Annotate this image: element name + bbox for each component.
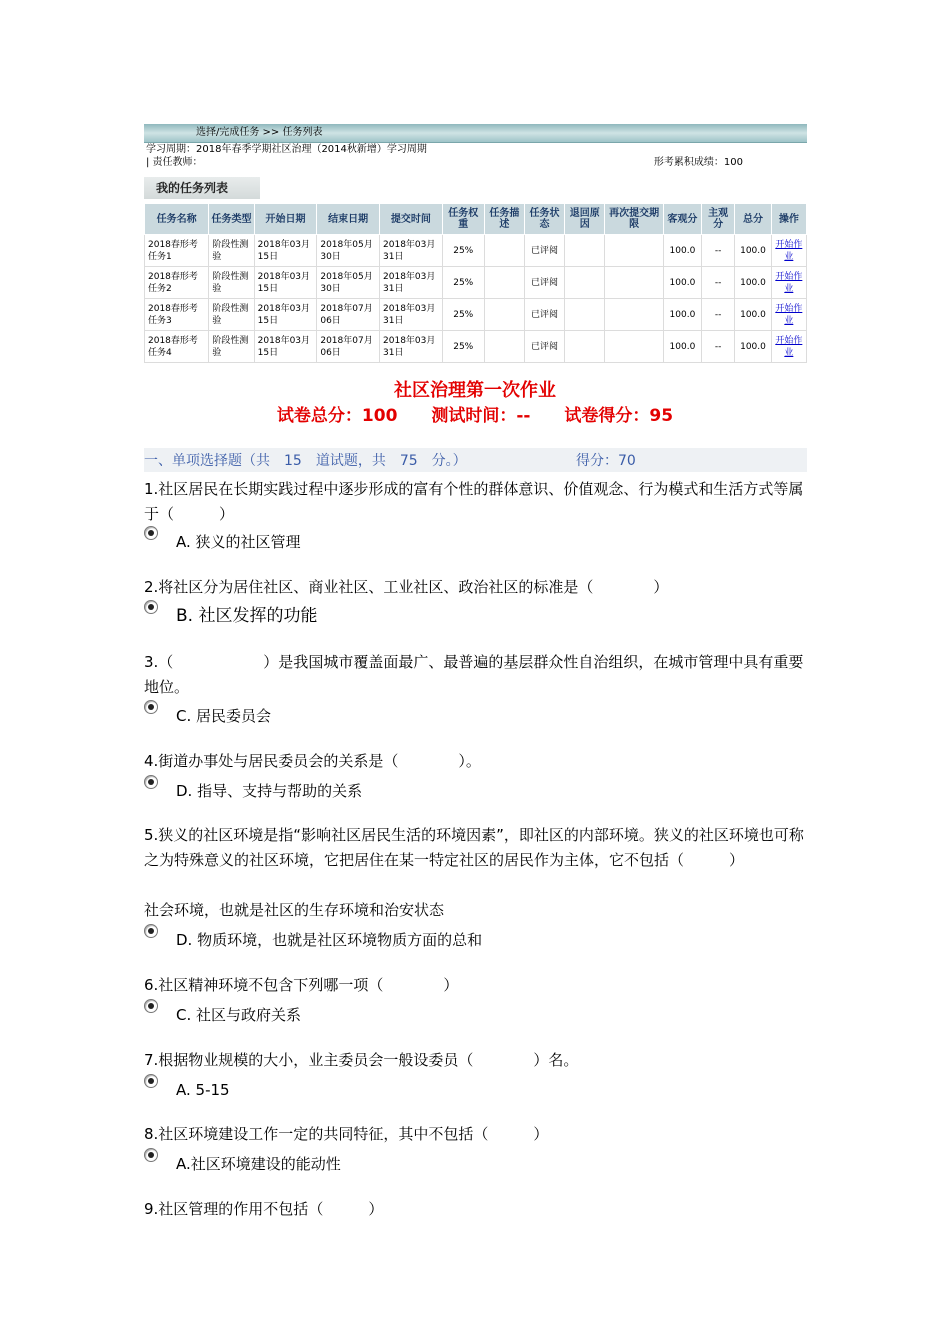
table-cell [771,331,806,363]
teacher-label: | 责任教师： [146,157,203,168]
table-cell: 25% [442,235,484,267]
start-assignment-link[interactable]: 开始作业 [775,271,803,294]
column-header: 客观分 [663,204,701,235]
column-header: 任务状态 [524,204,564,235]
table-cell: 已评阅 [524,299,564,331]
column-header: 任务类型 [209,204,254,235]
exam-title: 社区治理第一次作业 [394,380,556,401]
table-cell: 阶段性测验 [209,267,254,299]
answer-6[interactable]: C. 社区与政府关系 [144,999,158,1019]
answer-3[interactable]: C. 居民委员会 [144,700,158,720]
table-cell: 100.0 [663,299,701,331]
column-header: 开始日期 [254,204,317,235]
answer-8[interactable]: A.社区环境建设的能动性 [144,1148,158,1168]
question-7: 7.根据物业规模的大小，业主委员会一般设委员（ ）名。 [144,1051,579,1069]
column-header: 结束日期 [317,204,380,235]
table-cell: 2018年03月15日 [254,267,317,299]
table-cell [484,267,524,299]
radio-selected-icon[interactable] [144,526,158,540]
table-cell: -- [701,331,734,363]
start-assignment-link[interactable]: 开始作业 [775,239,803,262]
table-cell: 2018年05月30日 [317,267,380,299]
answer-2[interactable]: B. 社区发挥的功能 [144,600,158,620]
exam-time: 测试时间：-- [431,406,531,426]
table-cell: 阶段性测验 [209,299,254,331]
table-cell: 100.0 [663,267,701,299]
table-cell [605,235,664,267]
study-period: 学习周期：2018年春季学期社区治理（2014秋新增）学习周期 [146,144,427,155]
question-5: 5.狭义的社区环境是指“影响社区居民生活的环境因素”，即社区的内部环境。狭义的社区环境也可称之为特殊意义的社区环境，它把居住在某一特定社区的居民作为主体，它不包括（ ） [144,826,804,869]
start-assignment-link[interactable]: 开始作业 [775,335,803,358]
question-8: 8.社区环境建设工作一定的共同特征，其中不包括（ ） [144,1125,549,1143]
answer-4[interactable]: D. 指导、支持与帮助的关系 [144,775,158,795]
table-cell: 阶段性测验 [209,331,254,363]
radio-selected-icon[interactable] [144,775,158,789]
table-cell: 100.0 [663,235,701,267]
table-cell [771,299,806,331]
table-cell [484,235,524,267]
table-cell: 2018春形考任务3 [145,299,209,331]
start-assignment-link[interactable]: 开始作业 [775,303,803,326]
table-cell: 2018年07月06日 [317,299,380,331]
question-4: 4.街道办事处与居民委员会的关系是（ ）。 [144,752,481,770]
exam-summary [0,401,950,426]
task-row [145,267,807,299]
table-cell: 25% [442,267,484,299]
task-row [145,331,807,363]
answer-1[interactable]: A. 狭义的社区管理 [144,526,158,546]
table-cell: 2018春形考任务2 [145,267,209,299]
column-header: 再次提交期限 [605,204,664,235]
table-cell: 已评阅 [524,267,564,299]
column-header: 总分 [735,204,771,235]
question-5-extra: 社会环境，也就是社区的生存环境和治安状态 [144,901,445,919]
table-cell: 2018年03月15日 [254,299,317,331]
question-3: 3.（ ）是我国城市覆盖面最广、最普遍的基层群众性自治组织，在城市管理中具有重要地位。 [144,653,804,696]
table-cell: 100.0 [735,299,771,331]
answer-7[interactable]: A. 5-15 [144,1074,158,1094]
radio-selected-icon[interactable] [144,999,158,1013]
table-cell [605,331,664,363]
table-cell [605,267,664,299]
table-cell: 2018年07月06日 [317,331,380,363]
question-1: 1.社区居民在长期实践过程中逐步形成的富有个性的群体意识、价值观念、行为模式和生活方式等属于（ ） [144,480,804,523]
cumulative-score: 形考累积成绩：100 [653,157,743,168]
task-panel [144,124,807,363]
section-score: 得分：70 [576,453,636,469]
task-list-title: 我的任务列表 [144,177,260,199]
section-label: 一、单项选择题（共 15 道试题，共 75 分。） [144,453,467,469]
task-row [145,299,807,331]
table-cell [771,267,806,299]
column-header: 任务名称 [145,204,209,235]
task-table [144,203,807,363]
table-cell: 100.0 [735,235,771,267]
table-cell: -- [701,299,734,331]
table-cell [771,235,806,267]
meta-info [144,143,807,169]
column-header: 主观分 [701,204,734,235]
column-header: 任务权重 [442,204,484,235]
table-cell: 阶段性测验 [209,235,254,267]
table-cell [484,299,524,331]
table-cell: -- [701,235,734,267]
table-cell: 100.0 [735,331,771,363]
table-cell: 2018年03月15日 [254,331,317,363]
table-cell: -- [701,267,734,299]
table-cell [484,331,524,363]
table-cell: 已评阅 [524,331,564,363]
question-2: 2.将社区分为居住社区、商业社区、工业社区、政治社区的标准是（ ） [144,578,669,596]
table-cell: 100.0 [735,267,771,299]
table-cell: 25% [442,331,484,363]
breadcrumb[interactable]: 选择/完成任务 >> 任务列表 [144,124,807,143]
column-header: 操作 [771,204,806,235]
table-cell [565,299,605,331]
table-cell: 100.0 [663,331,701,363]
table-cell: 2018年05月30日 [317,235,380,267]
table-cell [605,299,664,331]
column-header: 退回原因 [565,204,605,235]
table-cell: 2018春形考任务1 [145,235,209,267]
table-cell [565,331,605,363]
exam-score: 试卷得分：95 [564,406,674,426]
radio-selected-icon[interactable] [144,700,158,714]
table-cell: 2018年03月31日 [380,235,443,267]
table-cell [565,235,605,267]
table-cell: 2018年03月31日 [380,299,443,331]
radio-selected-icon[interactable] [144,924,158,938]
table-cell: 已评阅 [524,235,564,267]
answer-5[interactable]: D. 物质环境，也就是社区环境物质方面的总和 [144,924,158,944]
radio-selected-icon[interactable] [144,1148,158,1162]
section-header [144,448,807,472]
column-header: 任务描述 [484,204,524,235]
question-6: 6.社区精神环境不包含下列哪一项（ ） [144,976,459,994]
table-cell: 2018年03月15日 [254,235,317,267]
radio-selected-icon[interactable] [144,600,158,614]
table-cell: 25% [442,299,484,331]
radio-selected-icon[interactable] [144,1074,158,1088]
exam-total: 试卷总分：100 [276,406,398,426]
column-header: 提交时间 [380,204,443,235]
task-row [145,235,807,267]
table-cell: 2018年03月31日 [380,267,443,299]
table-cell [565,267,605,299]
table-cell: 2018春形考任务4 [145,331,209,363]
question-9: 9.社区管理的作用不包括（ ） [144,1200,384,1218]
table-cell: 2018年03月31日 [380,331,443,363]
